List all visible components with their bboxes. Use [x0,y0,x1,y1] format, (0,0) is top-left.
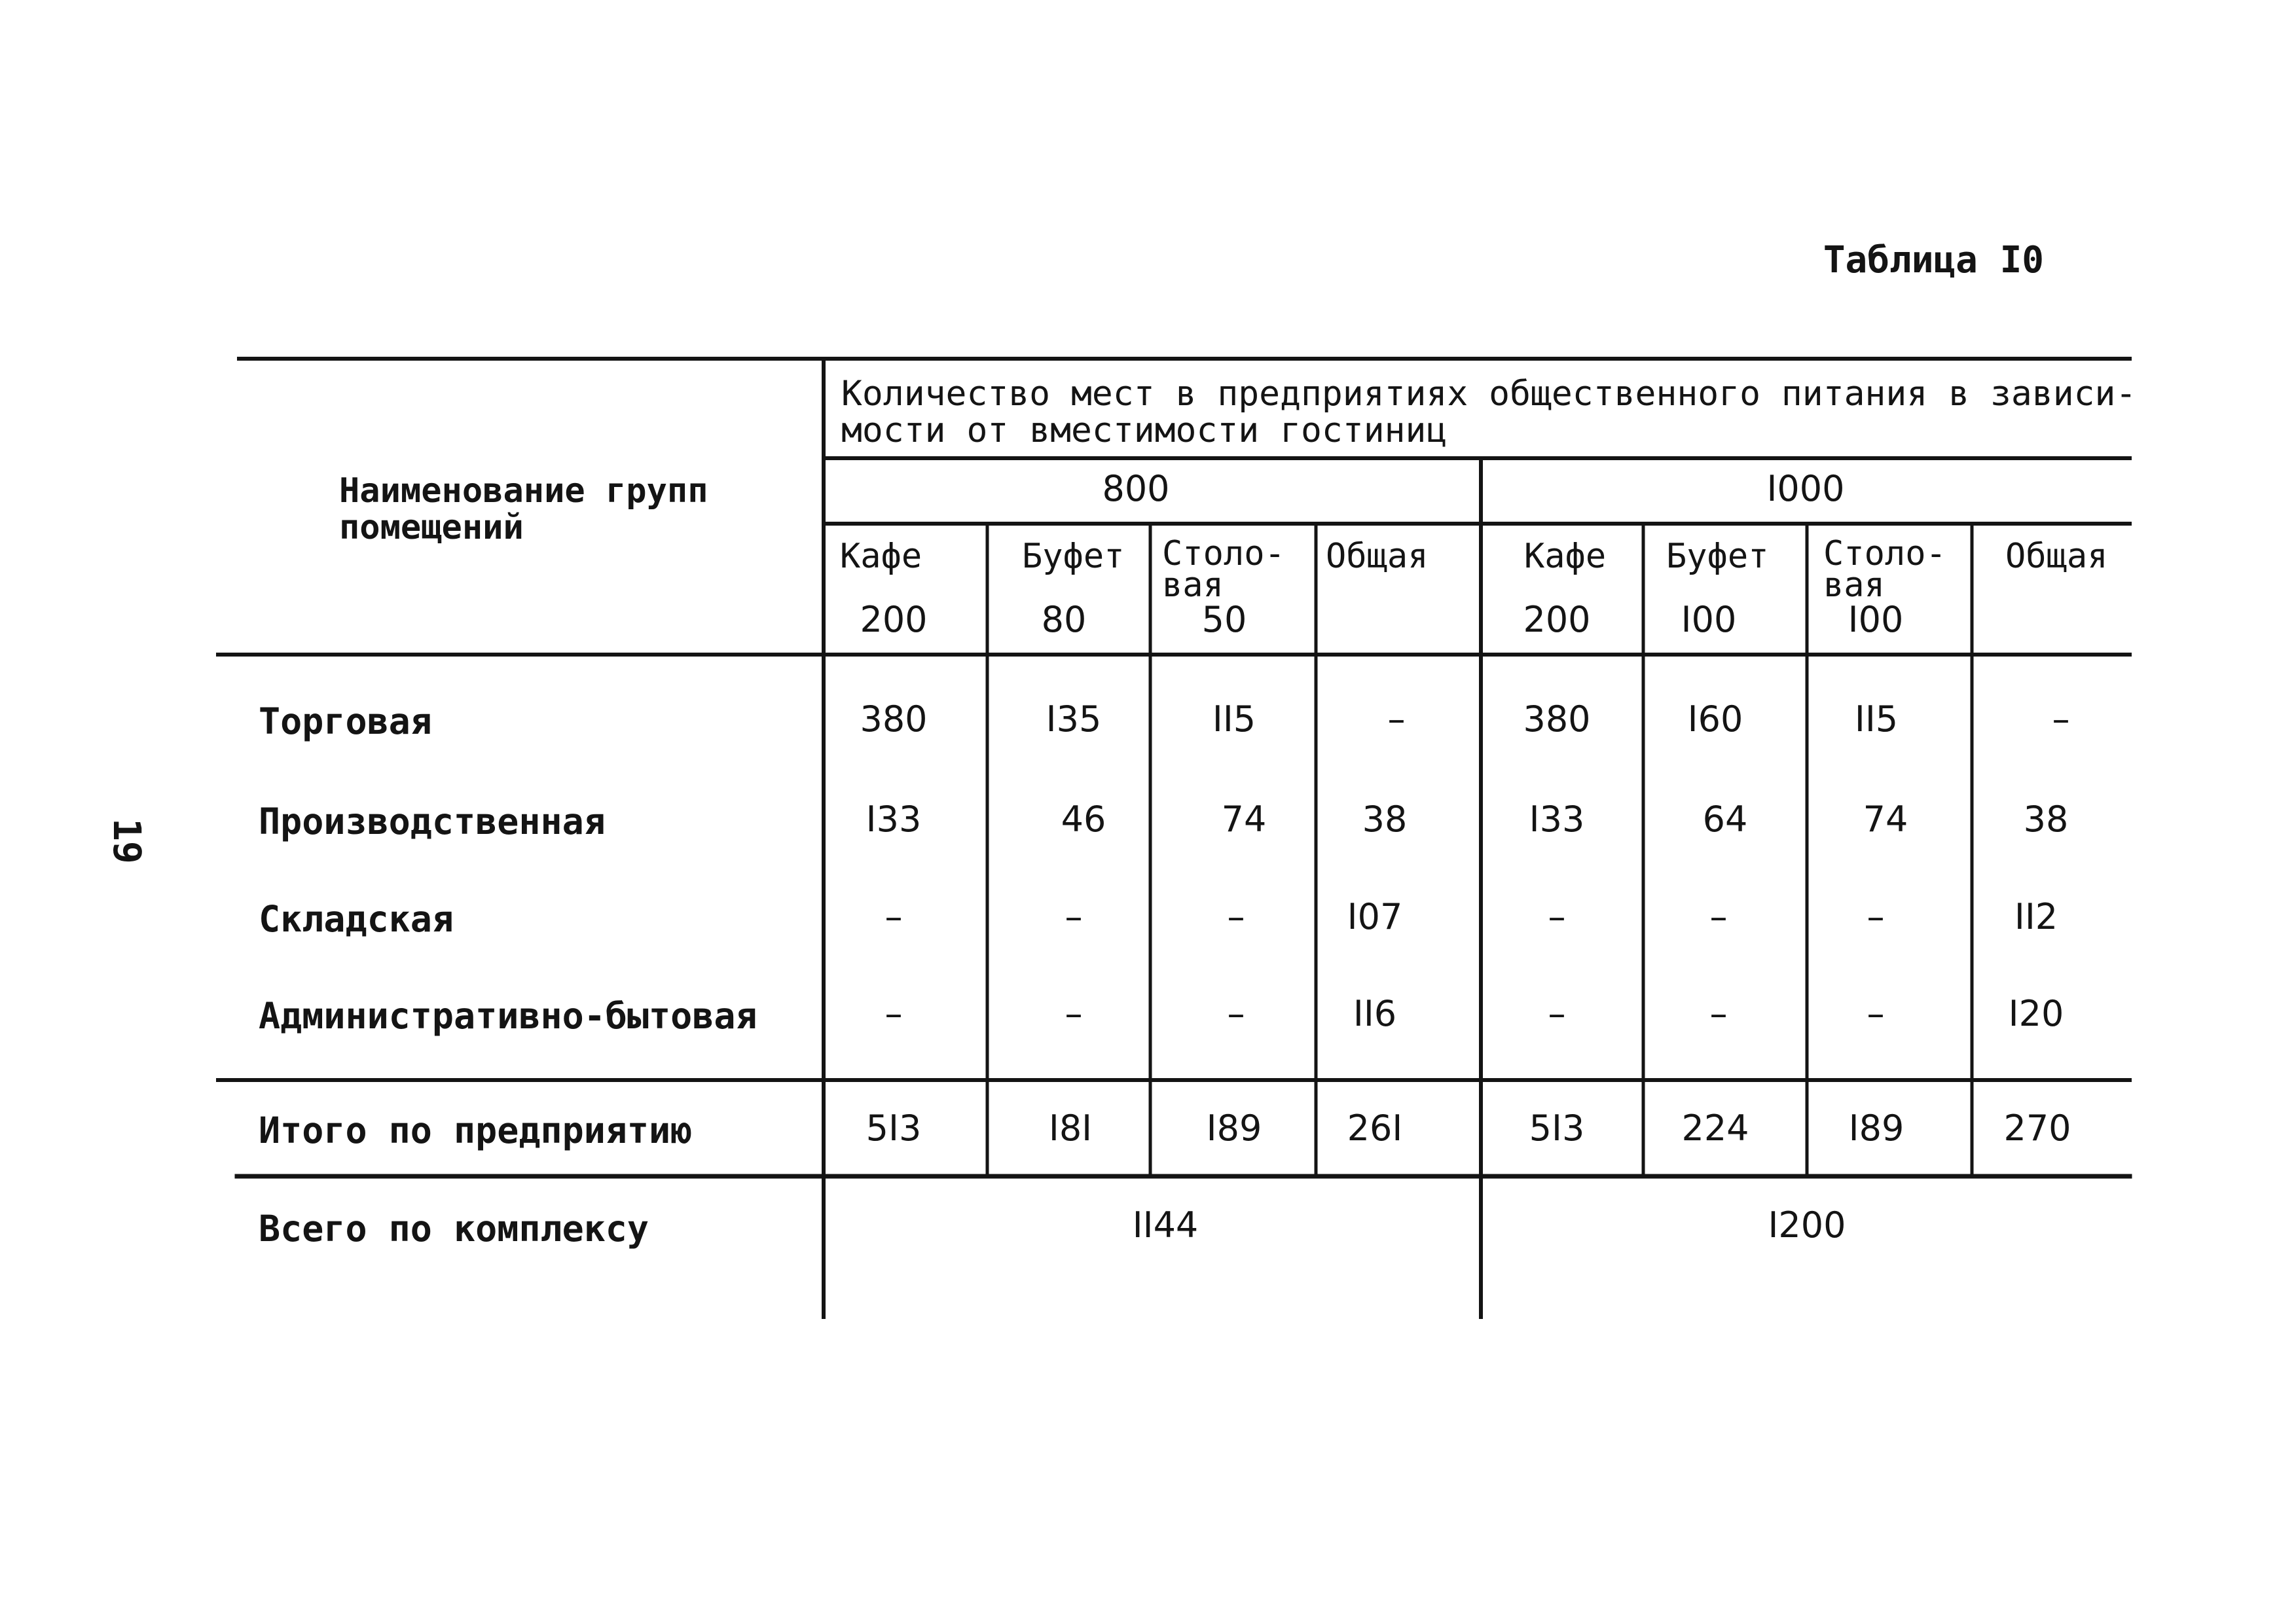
cell: – [2052,698,2070,740]
cell: – [884,993,903,1034]
cell: II6 [1353,993,1397,1034]
subcol-name-cont: вая [1162,566,1224,605]
cell: – [1227,993,1245,1034]
seats-span-header-line1: Количество мест в предприятиях общественного питания в зависи- [841,374,2137,414]
subcol-seats: 200 [1523,599,1591,640]
cell: 26I [1347,1108,1403,1149]
cell: I33 [1529,799,1585,840]
subcol-header-canteen-800 [1162,534,1285,605]
group-name-header-line1: Наименование групп [339,471,708,511]
cell: I8I [1048,1108,1093,1149]
row-label: Всего по комплексу [259,1208,649,1250]
cell: 5I3 [1529,1108,1585,1149]
cell: I07 [1347,896,1403,937]
cell: – [1065,896,1083,937]
cell: – [1709,993,1728,1034]
subcol-header-total-800 [1326,538,1429,575]
cell: 38 [2023,799,2069,840]
cell: – [1387,698,1406,740]
subcol-name: Буфет [1666,537,1769,576]
cell: I20 [2008,993,2064,1034]
cell: 46 [1061,799,1106,840]
subcol-name: Общая [2005,537,2108,576]
row-label: Производственная [259,801,606,842]
cell: – [1065,993,1083,1034]
subcol-name: Столо- [1823,534,1946,573]
subcol-name: Буфет [1022,537,1125,576]
cell: I60 [1687,698,1743,740]
cell: 270 [2003,1108,2071,1149]
group-name-header-line2: помещений [339,508,524,547]
seats-span-header-line2: мости от вместимости гостиниц [841,410,1448,450]
group-name-header [339,473,708,546]
table-caption: Таблица I0 [1823,239,2044,281]
cell: – [1709,896,1728,937]
cell: – [1867,896,1885,937]
subcol-seats: 50 [1201,599,1247,640]
subcol-seats: 80 [1041,599,1087,640]
cell: 380 [1523,698,1591,740]
subcol-seats: 200 [860,599,928,640]
subcol-header-cafe-1000 [1524,538,1606,575]
subcol-name: Общая [1326,537,1429,576]
row-label: Административно-бытовая [259,995,757,1037]
capacity-header-800: 800 [1102,468,1170,509]
row-label: Складская [259,898,454,940]
cell: 74 [1221,799,1267,840]
subcol-name: Кафе [1524,537,1607,576]
capacity-header-1000: I000 [1766,468,1845,509]
page-number: 19 [105,818,149,864]
row-label: Итого по предприятию [259,1110,693,1151]
subcol-header-total-1000 [2005,538,2108,575]
cell: – [884,896,903,937]
subcol-header-buffet-1000 [1666,538,1769,575]
cell: II5 [1212,698,1256,740]
cell: I89 [1206,1108,1262,1149]
cell: – [1867,993,1885,1034]
subcol-header-cafe-800 [840,538,922,575]
cell: II44 [1132,1204,1199,1246]
cell: I35 [1046,698,1102,740]
subcol-seats: I00 [1848,599,1904,640]
cell: I89 [1848,1108,1904,1149]
subcol-header-buffet-800 [1022,538,1125,575]
cell: II2 [2014,896,2058,937]
cell: 380 [860,698,928,740]
cell: 74 [1863,799,1908,840]
subcol-header-canteen-1000 [1823,534,1946,605]
row-label: Торговая [259,700,432,742]
cell: – [1227,896,1245,937]
subcol-name: Кафе [840,537,922,576]
cell: II5 [1854,698,1899,740]
subcol-seats: I00 [1681,599,1737,640]
cell: 64 [1702,799,1748,840]
cell: I33 [866,799,922,840]
cell: – [1548,993,1566,1034]
seats-span-header [841,376,2136,449]
subcol-name: Столо- [1162,534,1285,573]
cell: – [1548,896,1566,937]
cell: 5I3 [866,1108,922,1149]
cell: 38 [1362,799,1408,840]
cell: I200 [1768,1204,1846,1246]
cell: 224 [1681,1108,1749,1149]
subcol-name-cont: вая [1823,566,1885,605]
